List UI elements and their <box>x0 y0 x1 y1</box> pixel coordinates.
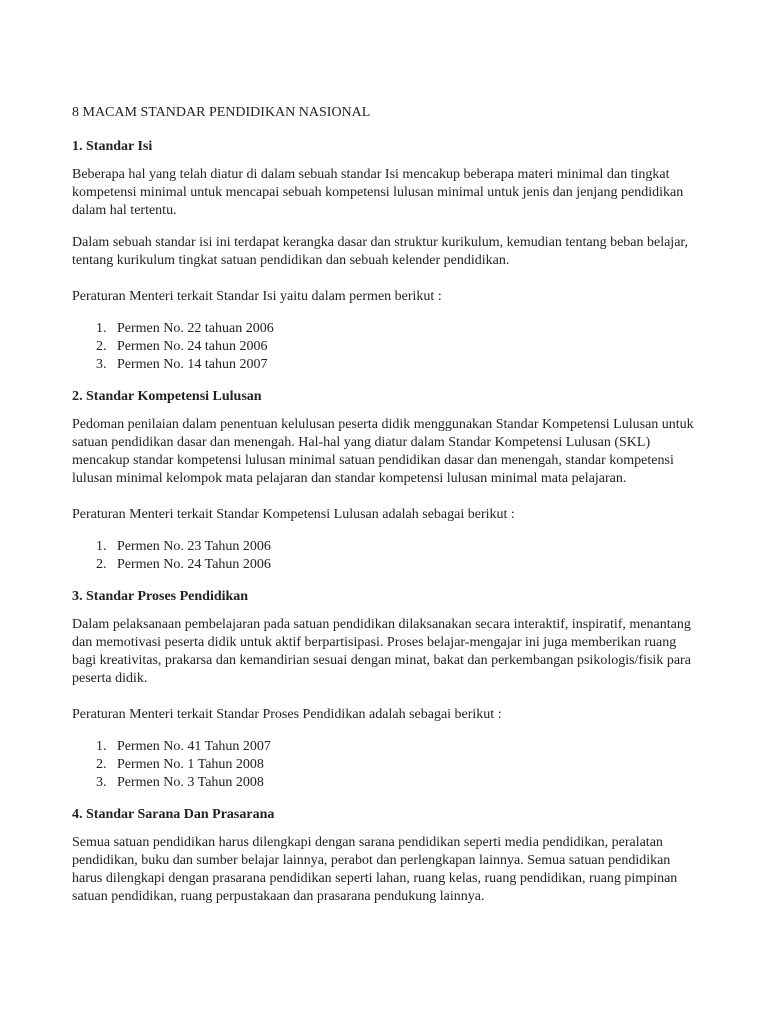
list-number: 1. <box>96 321 107 336</box>
list-item-text: Permen No. 22 tahuan 2006 <box>117 321 274 336</box>
section-heading: 1. Standar Isi <box>72 139 153 154</box>
list-item-text: Permen No. 23 Tahun 2006 <box>117 539 271 554</box>
list-item-text: Permen No. 41 Tahun 2007 <box>117 739 271 754</box>
paragraph: Pedoman penilaian dalam penentuan kelulusan peserta didik menggunakan Standar Kompetensi Lulusan untuk satuan pendidikan dasar dan menengah. Hal-hal yang diatur dalam Standar Kompetensi Lulusan (SKL) mencakup standar kompetensi lulusan minimal satuan pendidikan dasar dan menengah, standar kompetensi lulusan minimal kelompok mata pelajaran dan standar kompetensi lulusan minimal mata pelajaran. <box>72 417 694 486</box>
list-number: 3. <box>96 775 107 790</box>
section-heading: 4. Standar Sarana Dan Prasarana <box>72 807 275 822</box>
list-item <box>72 738 702 756</box>
section-standar-kompetensi-lulusan <box>72 388 702 574</box>
paragraph: Beberapa hal yang telah diatur di dalam sebuah standar Isi mencakup beberapa materi minimal dan tingkat kompetensi minimal untuk mencapai sebuah kompetensi lulusan minimal untuk jenis dan jenjang pendidikan dalam hal tertentu. <box>72 167 684 218</box>
list-number: 1. <box>96 539 107 554</box>
section-standar-sarana-prasarana <box>72 806 702 906</box>
list-number: 2. <box>96 339 107 354</box>
section-standar-isi <box>72 138 702 374</box>
paragraph: Semua satuan pendidikan harus dilengkapi dengan sarana pendidikan seperti media pendidikan, peralatan pendidikan, buku dan sumber belajar lainnya, perabot dan perlengkapan lainnya. Semua satuan pendidikan harus dilengkapi dengan prasarana pendidikan seperti lahan, ruang kelas, ruang pendidikan, ruang pimpinan satuan pendidikan, ruang perpustakaan dan prasarana pendukung lainnya. <box>72 835 678 904</box>
list-item-text: Permen No. 1 Tahun 2008 <box>117 757 264 772</box>
list-item <box>72 556 702 574</box>
list-item-text: Permen No. 24 tahun 2006 <box>117 339 268 354</box>
list-item-text: Permen No. 24 Tahun 2006 <box>117 557 271 572</box>
list-item <box>72 756 702 774</box>
list-number: 1. <box>96 739 107 754</box>
list-item <box>72 538 702 556</box>
section-standar-proses-pendidikan <box>72 588 702 792</box>
list-item <box>72 356 702 374</box>
document-page <box>72 104 702 920</box>
list-item <box>72 774 702 792</box>
regulation-list <box>72 320 702 374</box>
document-title: 8 MACAM STANDAR PENDIDIKAN NASIONAL <box>72 105 371 120</box>
paragraph: Dalam pelaksanaan pembelajaran pada satuan pendidikan dilaksanakan secara interaktif, inspiratif, menantang dan memotivasi peserta didik untuk aktif berpartisipasi. Proses belajar-mengajar ini juga memberikan ruang bagi kreativitas, prakarsa dan kemandirian sesuai dengan minat, bakat dan perkembangan psikologis/fisik para peserta didik. <box>72 617 691 686</box>
regulation-list <box>72 738 702 792</box>
paragraph: Peraturan Menteri terkait Standar Proses Pendidikan adalah sebagai berikut : <box>72 707 502 722</box>
list-number: 2. <box>96 757 107 772</box>
list-item-text: Permen No. 3 Tahun 2008 <box>117 775 264 790</box>
section-heading: 3. Standar Proses Pendidikan <box>72 589 249 604</box>
paragraph: Peraturan Menteri terkait Standar Kompetensi Lulusan adalah sebagai berikut : <box>72 507 515 522</box>
list-item-text: Permen No. 14 tahun 2007 <box>117 357 268 372</box>
regulation-list <box>72 538 702 574</box>
paragraph: Peraturan Menteri terkait Standar Isi yaitu dalam permen berikut : <box>72 289 442 304</box>
paragraph: Dalam sebuah standar isi ini terdapat kerangka dasar dan struktur kurikulum, kemudian tentang beban belajar, tentang kurikulum tingkat satuan pendidikan dan sebuah kelender pendidikan. <box>72 235 689 268</box>
list-item <box>72 338 702 356</box>
list-item <box>72 320 702 338</box>
list-number: 2. <box>96 557 107 572</box>
list-number: 3. <box>96 357 107 372</box>
section-heading: 2. Standar Kompetensi Lulusan <box>72 389 262 404</box>
